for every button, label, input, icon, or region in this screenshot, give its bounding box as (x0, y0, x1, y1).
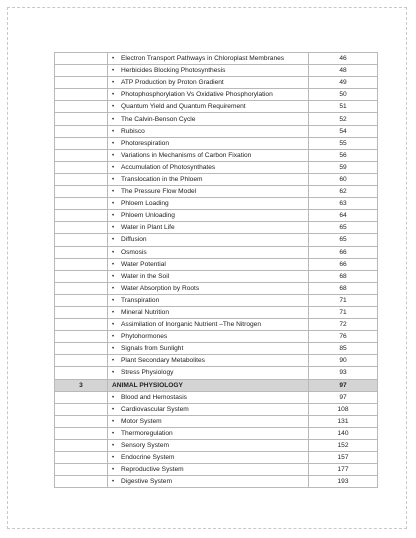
section-number-cell (55, 452, 108, 464)
bullet-icon: • (112, 273, 115, 280)
section-number: 3 (55, 379, 108, 391)
toc-entry-cell (108, 149, 309, 161)
section-number-cell (55, 186, 108, 198)
toc-entry-cell (108, 440, 309, 452)
toc-entry-title: Reproductive System (121, 466, 184, 474)
toc-entry-title: Osmosis (121, 248, 147, 256)
toc-entry-cell (108, 306, 309, 318)
toc-entry-page: 64 (309, 210, 378, 222)
section-header-row (55, 379, 378, 391)
bullet-icon: • (112, 225, 115, 232)
toc-entry-cell (108, 464, 309, 476)
section-title: ANIMAL PHYSIOLOGY (108, 379, 309, 391)
bullet-icon: • (112, 249, 115, 256)
toc-entry-title: Quantum Yield and Quantum Requirement (121, 103, 246, 111)
document-page (7, 7, 407, 529)
section-number-cell (55, 258, 108, 270)
section-number-cell (55, 137, 108, 149)
section-number-cell (55, 367, 108, 379)
bullet-icon: • (112, 394, 115, 401)
toc-entry-title: Water Absorption by Roots (121, 284, 200, 292)
toc-entry-title: Phloem Unloading (121, 212, 175, 220)
section-number-cell (55, 65, 108, 77)
bullet-icon: • (112, 68, 115, 75)
toc-entry-cell (108, 294, 309, 306)
toc-entry-title: Transpiration (121, 296, 160, 304)
section-number-cell (55, 89, 108, 101)
toc-entry-cell (108, 222, 309, 234)
toc-entry-cell (108, 113, 309, 125)
toc-entry-page: 72 (309, 319, 378, 331)
bullet-icon: • (112, 164, 115, 171)
bullet-icon: • (112, 443, 115, 450)
toc-entry-page: 71 (309, 294, 378, 306)
section-number-cell (55, 210, 108, 222)
toc-entry-cell (108, 282, 309, 294)
toc-entry-page: 177 (309, 464, 378, 476)
section-number-cell (55, 53, 108, 65)
table-row (55, 161, 378, 173)
toc-entry-title: Mineral Nutrition (121, 309, 170, 317)
toc-entry-cell (108, 246, 309, 258)
section-number-cell (55, 440, 108, 452)
toc-entry-cell (108, 331, 309, 343)
toc-entry-cell (108, 89, 309, 101)
toc-entry-page: 59 (309, 161, 378, 173)
toc-entry-page: 65 (309, 234, 378, 246)
toc-entry-title: Plant Secondary Metabolites (121, 357, 205, 365)
toc-entry-page: 49 (309, 77, 378, 89)
table-row (55, 415, 378, 427)
section-number-cell (55, 294, 108, 306)
toc-entry-page: 55 (309, 137, 378, 149)
bullet-icon: • (112, 104, 115, 111)
table-row (55, 476, 378, 488)
toc-entry-title: ATP Production by Proton Gradient (121, 79, 224, 87)
toc-entry-title: Thermoregulation (121, 429, 173, 437)
toc-entry-page: 65 (309, 222, 378, 234)
section-number-cell (55, 101, 108, 113)
bullet-icon: • (112, 418, 115, 425)
toc-entry-page: 48 (309, 65, 378, 77)
toc-entry-page: 140 (309, 427, 378, 439)
bullet-icon: • (112, 176, 115, 183)
toc-entry-page: 66 (309, 258, 378, 270)
section-number-cell (55, 306, 108, 318)
section-number-cell (55, 319, 108, 331)
toc-entry-page: 152 (309, 440, 378, 452)
bullet-icon: • (112, 297, 115, 304)
toc-entry-title: Water in Plant Life (121, 224, 175, 232)
toc-entry-cell (108, 427, 309, 439)
toc-entry-title: Endocrine System (121, 454, 175, 462)
toc-entry-page: 193 (309, 476, 378, 488)
table-row (55, 258, 378, 270)
toc-entry-page: 90 (309, 355, 378, 367)
toc-entry-title: Photorespiration (121, 139, 170, 147)
bullet-icon: • (112, 56, 115, 63)
toc-entry-cell (108, 137, 309, 149)
section-number-cell (55, 246, 108, 258)
table-row (55, 355, 378, 367)
bullet-icon: • (112, 479, 115, 486)
toc-entry-title: The Pressure Flow Model (121, 188, 197, 196)
section-number-cell (55, 476, 108, 488)
toc-entry-cell (108, 161, 309, 173)
toc-entry-page: 52 (309, 113, 378, 125)
bullet-icon: • (112, 189, 115, 196)
section-page: 97 (309, 379, 378, 391)
bullet-icon: • (112, 92, 115, 99)
toc-entry-title: Accumulation of Photosynthates (121, 163, 216, 171)
toc-entry-cell (108, 270, 309, 282)
toc-entry-page: 54 (309, 125, 378, 137)
section-number-cell (55, 125, 108, 137)
table-row (55, 210, 378, 222)
toc-entry-page: 97 (309, 391, 378, 403)
toc-entry-cell (108, 53, 309, 65)
section-number-cell (55, 355, 108, 367)
toc-entry-page: 68 (309, 270, 378, 282)
toc-entry-title: Electron Transport Pathways in Chloroplast Membranes (121, 55, 285, 63)
table-row (55, 452, 378, 464)
section-number-cell (55, 282, 108, 294)
toc-entry-cell (108, 319, 309, 331)
bullet-icon: • (112, 322, 115, 329)
table-row (55, 53, 378, 65)
bullet-icon: • (112, 116, 115, 123)
bullet-icon: • (112, 140, 115, 147)
section-number-cell (55, 173, 108, 185)
section-number-cell (55, 403, 108, 415)
bullet-icon: • (112, 213, 115, 220)
section-number-cell (55, 343, 108, 355)
toc-entry-page: 51 (309, 101, 378, 113)
bullet-icon: • (112, 80, 115, 87)
bullet-icon: • (112, 406, 115, 413)
table-row (55, 391, 378, 403)
table-row (55, 65, 378, 77)
toc-entry-cell (108, 234, 309, 246)
bullet-icon: • (112, 455, 115, 462)
table-row (55, 343, 378, 355)
section-number-cell (55, 234, 108, 246)
toc-entry-page: 108 (309, 403, 378, 415)
toc-body (55, 53, 378, 488)
bullet-icon: • (112, 237, 115, 244)
toc-entry-cell (108, 476, 309, 488)
section-number-cell (55, 77, 108, 89)
table-row (55, 222, 378, 234)
toc-entry-page: 68 (309, 282, 378, 294)
toc-entry-title: Blood and Hemostasis (121, 393, 187, 401)
toc-entry-page: 157 (309, 452, 378, 464)
section-number-cell (55, 113, 108, 125)
toc-entry-page: 85 (309, 343, 378, 355)
toc-entry-title: Digestive System (121, 478, 172, 486)
toc-entry-page: 60 (309, 173, 378, 185)
toc-entry-title: Signals from Sunlight (121, 345, 184, 353)
table-row (55, 464, 378, 476)
bullet-icon: • (112, 358, 115, 365)
table-row (55, 427, 378, 439)
toc-entry-title: Rubisco (121, 127, 145, 135)
toc-entry-cell (108, 65, 309, 77)
bullet-icon: • (112, 346, 115, 353)
bullet-icon: • (112, 467, 115, 474)
table-row (55, 403, 378, 415)
bullet-icon: • (112, 261, 115, 268)
toc-entry-cell (108, 258, 309, 270)
toc-entry-cell (108, 415, 309, 427)
bullet-icon: • (112, 370, 115, 377)
section-number-cell (55, 161, 108, 173)
toc-entry-page: 131 (309, 415, 378, 427)
table-row (55, 113, 378, 125)
bullet-icon: • (112, 430, 115, 437)
toc-entry-page: 50 (309, 89, 378, 101)
section-number-cell (55, 270, 108, 282)
toc-entry-cell (108, 198, 309, 210)
toc-entry-cell (108, 403, 309, 415)
toc-entry-title: Translocation in the Phloem (121, 175, 203, 183)
table-row (55, 294, 378, 306)
toc-entry-cell (108, 343, 309, 355)
toc-entry-page: 63 (309, 198, 378, 210)
table-row (55, 173, 378, 185)
toc-entry-cell (108, 452, 309, 464)
table-row (55, 234, 378, 246)
section-number-cell (55, 415, 108, 427)
toc-entry-title: Phloem Loading (121, 200, 169, 208)
table-row (55, 137, 378, 149)
toc-entry-page: 71 (309, 306, 378, 318)
toc-entry-page: 66 (309, 246, 378, 258)
table-of-contents (54, 52, 378, 488)
toc-entry-page: 56 (309, 149, 378, 161)
table-row (55, 89, 378, 101)
table-row (55, 306, 378, 318)
table-row (55, 440, 378, 452)
table-row (55, 270, 378, 282)
bullet-icon: • (112, 334, 115, 341)
toc-entry-title: Water in the Soil (121, 272, 170, 280)
toc-entry-title: Assimilation of Inorganic Nutrient –The Nitrogen (121, 321, 262, 329)
section-number-cell (55, 198, 108, 210)
table-row (55, 331, 378, 343)
table-row (55, 186, 378, 198)
toc-entry-title: Cardiovascular System (121, 405, 189, 413)
toc-entry-page: 76 (309, 331, 378, 343)
toc-entry-cell (108, 77, 309, 89)
toc-entry-cell (108, 367, 309, 379)
bullet-icon: • (112, 310, 115, 317)
toc-entry-page: 46 (309, 53, 378, 65)
toc-entry-title: Motor System (121, 417, 162, 425)
toc-entry-title: The Calvin-Benson Cycle (121, 115, 196, 123)
section-number-cell (55, 427, 108, 439)
table-row (55, 246, 378, 258)
toc-entry-cell (108, 101, 309, 113)
section-number-cell (55, 331, 108, 343)
toc-entry-title: Variations in Mechanisms of Carbon Fixation (121, 151, 252, 159)
section-number-cell (55, 464, 108, 476)
table-row (55, 198, 378, 210)
toc-entry-cell (108, 355, 309, 367)
toc-entry-title: Herbicides Blocking Photosynthesis (121, 67, 226, 75)
toc-entry-cell (108, 125, 309, 137)
toc-entry-title: Diffusion (121, 236, 147, 244)
toc-entry-title: Photophosphorylation Vs Oxidative Phosphorylation (121, 91, 273, 99)
bullet-icon: • (112, 201, 115, 208)
toc-entry-title: Phytohormones (121, 333, 168, 341)
table-row (55, 367, 378, 379)
toc-entry-cell (108, 391, 309, 403)
table-row (55, 282, 378, 294)
bullet-icon: • (112, 152, 115, 159)
toc-entry-title: Sensory System (121, 442, 170, 450)
toc-entry-title: Stress Physiology (121, 369, 174, 377)
toc-entry-cell (108, 186, 309, 198)
section-number-cell (55, 149, 108, 161)
table-row (55, 125, 378, 137)
bullet-icon: • (112, 285, 115, 292)
table-row (55, 149, 378, 161)
table-row (55, 101, 378, 113)
section-number-cell (55, 391, 108, 403)
bullet-icon: • (112, 128, 115, 135)
section-number-cell (55, 222, 108, 234)
toc-entry-page: 62 (309, 186, 378, 198)
toc-entry-cell (108, 210, 309, 222)
toc-entry-page: 93 (309, 367, 378, 379)
table-row (55, 319, 378, 331)
toc-entry-cell (108, 173, 309, 185)
table-row (55, 77, 378, 89)
toc-entry-title: Water Potential (121, 260, 166, 268)
